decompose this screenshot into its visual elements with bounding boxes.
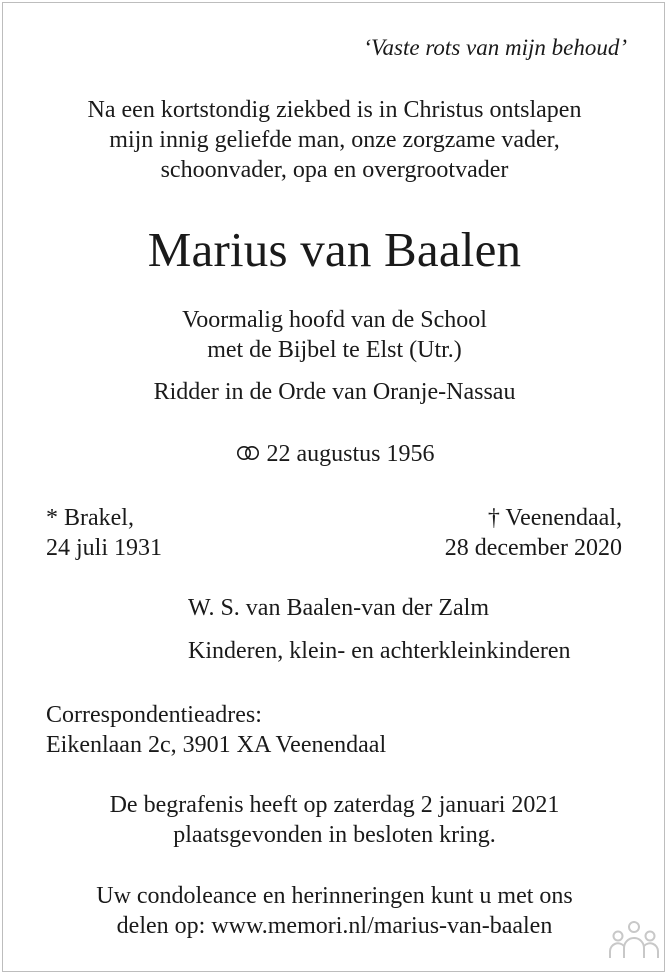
funeral-text bbox=[0, 790, 669, 850]
birth-place: * Brakel, bbox=[46, 505, 134, 531]
funeral-line-2: plaatsgevonden in besloten kring. bbox=[173, 822, 496, 848]
wedding-rings-icon bbox=[235, 444, 261, 462]
function-line-2: met de Bijbel te Elst (Utr.) bbox=[207, 337, 462, 363]
honour-text: Ridder in de Orde van Oranje-Nassau bbox=[153, 379, 516, 405]
correspondence-street: Eikenlaan 2c, 3901 XA Veenendaal bbox=[46, 732, 387, 758]
birth-date: 24 juli 1931 bbox=[46, 535, 163, 561]
widow-name: W. S. van Baalen-van der Zalm bbox=[188, 595, 490, 621]
family-text: Kinderen, klein- en achterkleinkinderen bbox=[188, 638, 571, 664]
condolence-text bbox=[0, 881, 669, 941]
memori-people-logo-icon bbox=[607, 918, 661, 962]
function-text bbox=[0, 305, 669, 365]
death-date: 28 december 2020 bbox=[444, 535, 622, 561]
intro-line-1: Na een kortstondig ziekbed is in Christus ontslapen bbox=[87, 97, 582, 123]
intro-line-2: mijn innig geliefde man, onze zorgzame vader, bbox=[109, 127, 560, 153]
wedding-date: 22 augustus 1956 bbox=[266, 441, 435, 467]
correspondence-label: Correspondentieadres: bbox=[46, 702, 262, 728]
death-info bbox=[445, 503, 622, 563]
function-line-1: Voormalig hoofd van de School bbox=[182, 307, 487, 333]
deceased-name: Marius van Baalen bbox=[147, 222, 522, 277]
intro-line-3: schoonvader, opa en overgrootvader bbox=[160, 157, 509, 183]
condolence-line-2: delen op: www.memori.nl/marius-van-baalen bbox=[116, 913, 553, 939]
correspondence-address bbox=[46, 700, 386, 760]
condolence-line-1: Uw condoleance en herinneringen kunt u met ons bbox=[96, 883, 573, 909]
birth-info bbox=[46, 503, 162, 563]
intro-text bbox=[0, 95, 669, 185]
death-place: † Veenendaal, bbox=[487, 505, 622, 531]
motto: ‘Vaste rots van mijn behoud’ bbox=[363, 35, 627, 60]
funeral-line-1: De begrafenis heeft op zaterdag 2 januari 2021 bbox=[109, 792, 560, 818]
wedding-date-line bbox=[0, 439, 669, 469]
